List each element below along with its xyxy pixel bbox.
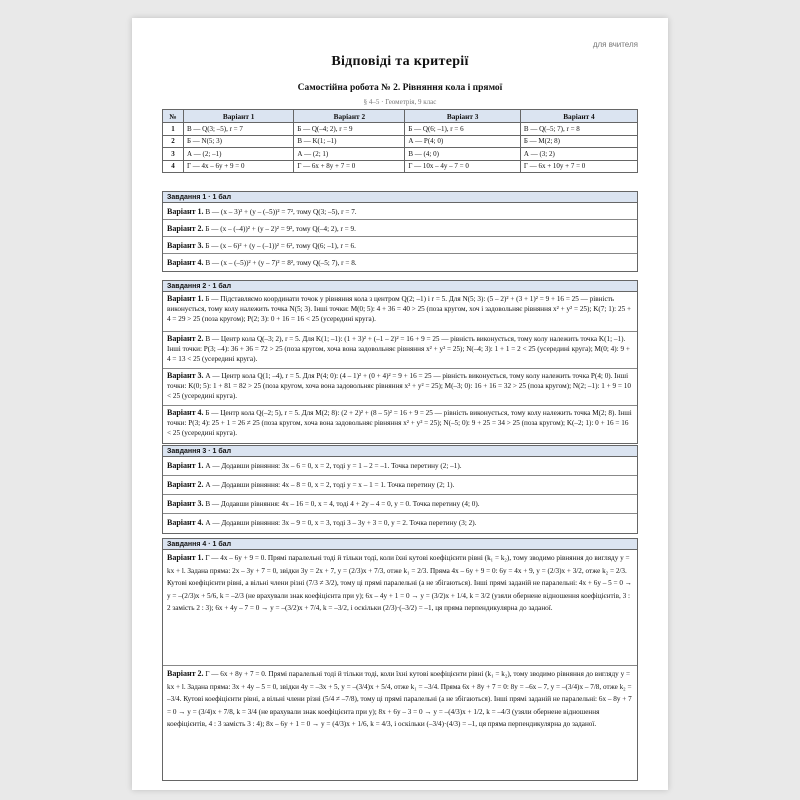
table-cell: Г — 6x + 10y + 7 = 0: [520, 160, 637, 173]
variant-text: Б — Підставляємо координати точок у рівняння кола з центром Q(2; –1) і r = 5. Для N(5; 3): (5 – 2)² + (3 + 1)² = 9 + 16 = 25 — рівність виконується, тому колу належить точка N(5; 3). Інші точки: M(0; 5): 4 + 36 = 40 > 25 (поза кругом, хоч і задовольняє рівняння x² + y² = 25); K(7; 1): 25 + 4 = 29 > 25 (поза кругом); P(2; 3): 0 + 16 = 16 < 25 (усередині круга).: [167, 295, 632, 323]
task1-variant-1: [163, 203, 637, 220]
column-header: №: [163, 110, 184, 123]
table-cell: Б — M(2; 8): [520, 135, 637, 148]
task3-variant-4: [163, 514, 637, 533]
table-cell: Б — Q(–4; 2), r = 9: [294, 123, 405, 136]
variant-label: Варіант 2.: [167, 480, 204, 489]
table-cell: Б — Q(6; –1), r = 6: [405, 123, 521, 136]
variant-label: Варіант 4.: [167, 258, 204, 267]
variant-label: Варіант 1.: [167, 553, 204, 562]
variant-label: Варіант 3.: [167, 499, 204, 508]
column-header: Варіант 2: [294, 110, 405, 123]
task2-variant-3: [163, 369, 637, 406]
task1-section: [162, 191, 638, 272]
table-cell: А — P(4; 0): [405, 135, 521, 148]
table-cell: Б — N(5; 3): [184, 135, 294, 148]
table-row: [163, 135, 638, 148]
variant-label: Варіант 3.: [167, 371, 204, 380]
task4-variant-2: [163, 666, 637, 780]
table-cell: Г — 4x – 6y + 9 = 0: [184, 160, 294, 173]
teacher-note: для вчителя: [592, 40, 638, 49]
table-row: [163, 123, 638, 136]
variant-label: Варіант 1.: [167, 207, 204, 216]
answers-table-header: [163, 110, 638, 123]
variant-label: Варіант 2.: [167, 224, 204, 233]
variant-label: Варіант 1.: [167, 294, 204, 303]
task4-header: Завдання 4 · 1 бал: [163, 539, 637, 550]
table-row: [163, 160, 638, 173]
variant-label: Варіант 4.: [167, 518, 204, 527]
table-cell: Г — 10x – 4y – 7 = 0: [405, 160, 521, 173]
variant-text: Б — (x – 6)² + (y – (–1))² = 6², тому Q(6; –1), r = 6.: [205, 242, 356, 250]
table-cell: 4: [163, 160, 184, 173]
table-cell: 3: [163, 148, 184, 161]
task4-variant-1: [163, 550, 637, 666]
task2-variant-4: [163, 406, 637, 443]
task1-variant-4: [163, 254, 637, 271]
task3-variant-2: [163, 476, 637, 495]
variant-text: Б — Центр кола Q(–2; 5), r = 5. Для M(2; 8): (2 + 2)² + (8 – 5)² = 16 + 9 = 25 — рівність виконується, тому колу належить точка M(2; 8). Інші точки: P(3; 4): 25 + 1 = 26 ≠ 25 (поза кругом, хоча вона задовольняє рівняння x² + y² = 25); N(–5; 0): 9 + 25 = 34 > 25 (поза кругом); K(–2; 1): 0 + 16 = 16 < 25 (усередині круга).: [167, 409, 632, 437]
variant-text: Г — 4x – 6y + 9 = 0. Прямі паралельні тоді й тільки тоді, коли їхні кутові коефіцієнти рівні (k₁ = k₂), тому зводимо рівняння до вигляду y = kx + l. Задана пряма: 2x – 3y + 7 = 0, звідки 3y = 2x + 7, y = (2/3)x + 7/3, отже k₁ = 2/3. Пряма 4x – 6y + 9 = 0: 6y = 4x + 9, y = (2/3)x + 3/2, отже k₂ = 2/3. Кутові коефіцієнти рівні, а вільні члени різні (7/3 ≠ 3/2), тому ці прямі паралельні (а не збігаються). Інші прямі заданій не паралельні: 4x + 6y – 5 = 0 → y = –(2/3)x + 5/6, k = –2/3 (не врахували знак коефіцієнта при y); 6x – 4y + 1 = 0 → y = (3/2)x + 1/4, k = 3/2 (узяли обернене відношення коефіцієнтів, 3 : 2 замість 2 : 3); 6x + 4y – 7 = 0 → y = –(3/2)x + 7/4, k = –3/2, і оскільки (2/3)·(–3/2) = –1, ця пряма перпендикулярна до заданої.: [167, 554, 632, 612]
table-cell: В — K(1; –1): [294, 135, 405, 148]
table-cell: А — (2; 1): [294, 148, 405, 161]
variant-text: Б — (x – (–4))² + (y – 2)² = 9², тому Q(–4; 2), r = 9.: [205, 225, 356, 233]
task2-header: Завдання 2 · 1 бал: [163, 281, 637, 292]
variant-text: В — Центр кола Q(–3; 2), r = 5. Для K(1; –1): (1 + 3)² + (–1 – 2)² = 16 + 9 = 25 — рівність виконується, тому колу належить точка K(1; –1). Інші точки: P(3; –4): 36 + 36 = 72 > 25 (поза кругом, хоча вона задовольняє рівняння x² + y² = 25); N(–4; 3): 1 + 1 = 2 < 25 (усередині круга); M(0; 4): 9 + 4 = 13 < 25 (усередині круга).: [167, 335, 630, 363]
table-cell: А — (2; –1): [184, 148, 294, 161]
variant-label: Варіант 3.: [167, 241, 204, 250]
task3-section: [162, 445, 638, 534]
table-cell: B — Q(3; –5), r = 7: [184, 123, 294, 136]
answers-table: [162, 109, 638, 173]
variant-text: А — Центр кола Q(1; –4), r = 5. Для P(4; 0): (4 – 1)² + (0 + 4)² = 9 + 16 = 25 — рівність виконується, тому колу належить точка P(4; 0). Інші точки: K(0; 5): 1 + 81 = 82 > 25 (поза кругом, хоча вона задовольняє рівняння x² + y² = 25); M(–3; 0): 16 + 16 = 32 > 25 (поза кругом); N(2; –1): 1 + 9 = 10 < 25 (усередині круга).: [167, 372, 631, 400]
task2-variant-2: [163, 332, 637, 369]
page-meta: § 4–5 · Геометрія, 9 клас: [363, 98, 437, 106]
table-row: [163, 148, 638, 161]
task4-section: [162, 538, 638, 781]
page-title: Відповіді та критерії: [331, 54, 469, 69]
variant-label: Варіант 1.: [167, 461, 204, 470]
variant-text: В — Додавши рівняння: 4x – 16 = 0, x = 4, тоді 4 + 2y – 4 = 0, y = 0. Точка перетину (4; 0).: [205, 500, 480, 508]
column-header: Варіант 1: [184, 110, 294, 123]
task1-header: Завдання 1 · 1 бал: [163, 192, 637, 203]
task3-header: Завдання 3 · 1 бал: [163, 446, 637, 457]
table-cell: А — (3; 2): [520, 148, 637, 161]
table-cell: Г — 6x + 8y + 7 = 0: [294, 160, 405, 173]
table-cell: В — Q(–5; 7), r = 8: [520, 123, 637, 136]
table-cell: 2: [163, 135, 184, 148]
column-header: Варіант 4: [520, 110, 637, 123]
task2-section: [162, 280, 638, 444]
column-header: Варіант 3: [405, 110, 521, 123]
variant-text: Г — 6x + 8y + 7 = 0. Прямі паралельні тоді й тільки тоді, коли їхні кутові коефіцієнти рівні (k₁ = k₂), тому зводимо рівняння до вигляду y = kx + l. Задана пряма: 3x + 4y – 5 = 0, звідки 4y = –3x + 5, y = –(3/4)x + 5/4, отже k₁ = –3/4. Пряма 6x + 8y + 7 = 0: 8y = –6x – 7, y = –(3/4)x – 7/8, отже k₂ = –3/4. Кутові коефіцієнти рівні, а вільні члени різні (5/4 ≠ –7/8), тому ці прямі паралельні (а не збігаються). Інші прямі заданій не паралельні: 6x – 8y + 7 = 0 → y = (3/4)x + 7/8, k = 3/4 (не врахували знак коефіцієнта при y); 8x + 6y – 3 = 0 → y = –(4/3)x + 1/2, k = –4/3 (узяли обернене відношення коефіцієнтів, 4 : 3 замість 3 : 4); 8x – 6y + 1 = 0 → y = (4/3)x + 1/6, k = 4/3, і оскільки (–3/4)·(4/3) = –1, ця пряма перпендикулярна до заданої.: [167, 670, 632, 728]
document-page: [132, 18, 668, 790]
table-cell: В — (4; 0): [405, 148, 521, 161]
task1-variant-2: [163, 220, 637, 237]
variant-text: В — (x – (–5))² + (y – 7)² = 8², тому Q(–5; 7), r = 8.: [205, 259, 357, 267]
variant-text: А — Додавши рівняння: 3x – 9 = 0, x = 3, тоді 3 – 3y + 3 = 0, y = 2. Точка перетину (3; 2).: [205, 519, 477, 527]
variant-label: Варіант 2.: [167, 669, 204, 678]
task1-variant-3: [163, 237, 637, 254]
task3-variant-1: [163, 457, 637, 476]
variant-text: А — Додавши рівняння: 3x – 6 = 0, x = 2, тоді y = 1 – 2 = –1. Точка перетину (2; –1).: [205, 462, 462, 470]
page-subtitle: Самостійна робота № 2. Рівняння кола і прямої: [297, 83, 503, 93]
task2-variant-1: [163, 292, 637, 332]
variant-label: Варіант 2.: [167, 334, 204, 343]
task3-variant-3: [163, 495, 637, 514]
variant-text: B — (x – 3)² + (y – (–5))² = 7², тому Q(3; –5), r = 7.: [205, 208, 357, 216]
variant-text: А — Додавши рівняння: 4x – 8 = 0, x = 2, тоді y = x – 1 = 1. Точка перетину (2; 1).: [205, 481, 455, 489]
table-cell: 1: [163, 123, 184, 136]
variant-label: Варіант 4.: [167, 408, 204, 417]
